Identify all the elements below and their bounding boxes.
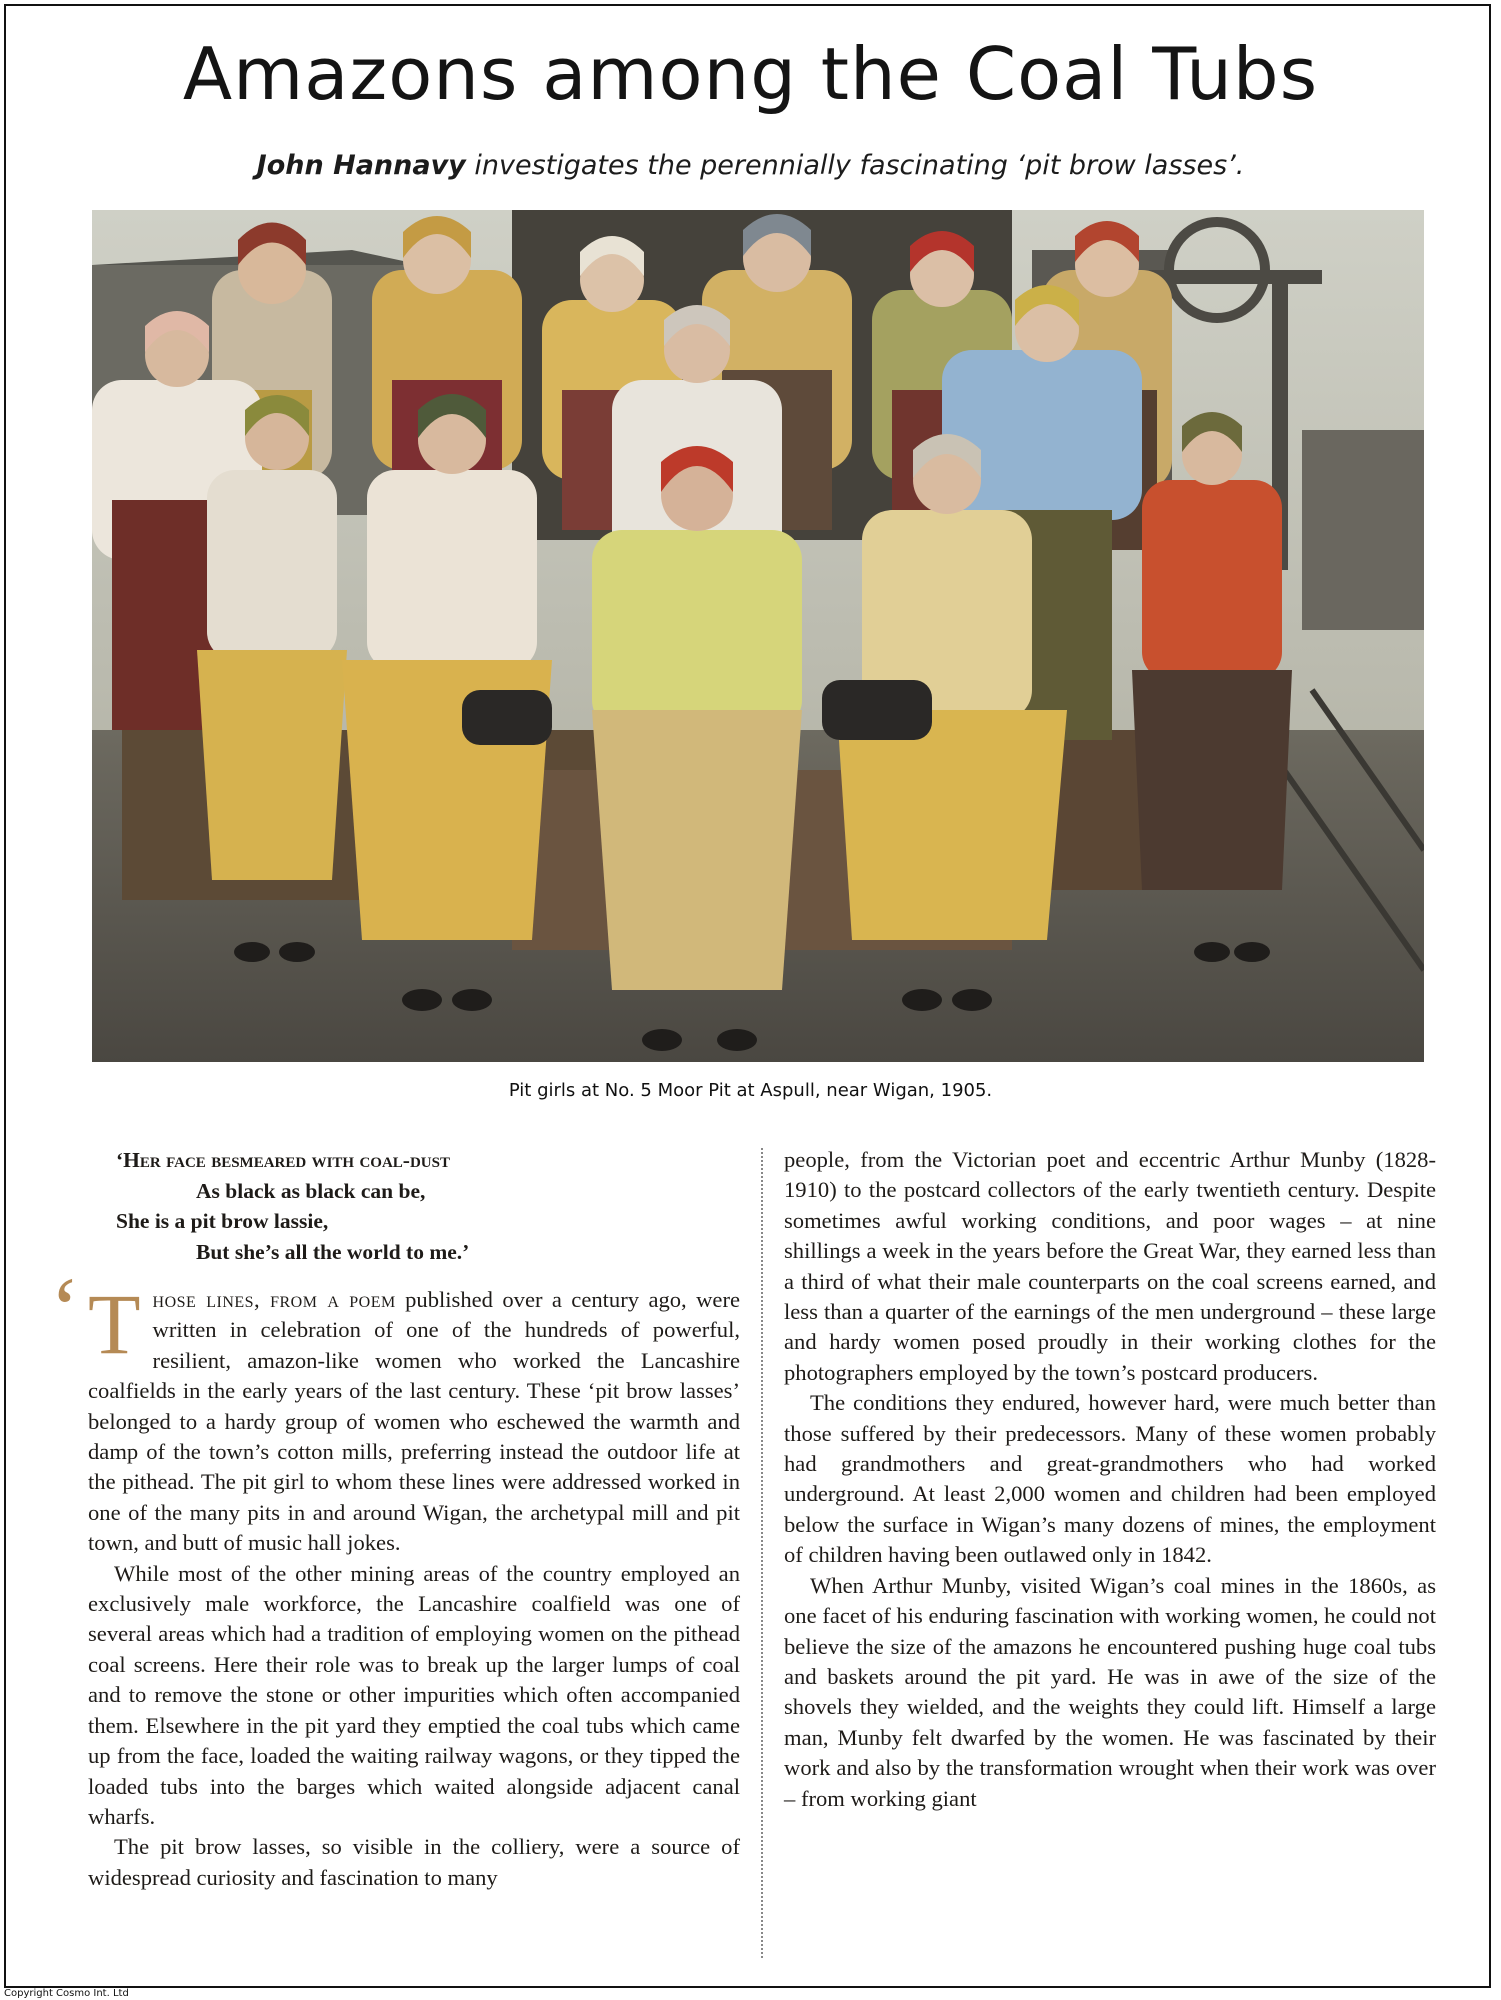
paragraph-text: published over a century ago, were written in celebration of one of the hundreds of powerful, resilient, amazon-like women who worked the Lancashire coalfields in the early years of the last century. These ‘pit brow lasses’ belonged to a hardy group of women who eschewed the warmth and damp of the town’s cotton mills, preferring instead the outdoor life at the pithead. The pit girl to whom these lines were addressed worked in one of the many pits in and around Wigan, the archetypal mill and pit town, and butt of music hall jokes. bbox=[88, 1287, 740, 1556]
verse-line: But she’s all the world to me.’ bbox=[196, 1239, 470, 1264]
verse-line: ‘Her face besmeared with coal-dust bbox=[116, 1148, 450, 1172]
lead-in: hose lines, from a poem bbox=[152, 1287, 396, 1312]
body-paragraph: people, from the Victorian poet and eccentric Arthur Munby (1828-1910) to the postcard collectors of the early twentieth century. Despite sometimes awful working conditions, and poor wages – at nine shillings a week in the years before the Great War, they earned less than a third of what their male counterparts on the coal screens earned, and less than a quarter of the earnings of the men underground – these large and hardy women posed proudly in their working clothes for the photographers employed by the town’s postcard producers. bbox=[784, 1147, 1436, 1385]
body-paragraph bbox=[88, 1276, 740, 1559]
drop-cap: T bbox=[88, 1276, 141, 1372]
standfirst-text: investigates the perennially fascinating ‘pit brow lasses’. bbox=[465, 150, 1245, 181]
body-paragraph: While most of the other mining areas of the country employed an exclusively male workforce, the Lancashire coalfield was one of several areas which had a tradition of employing women on the pithead coal screens. Here their role was to break up the larger lumps of coal and to remove the stone or other impurities which often accompanied them. Elsewhere in the pit yard they emptied the coal tubs which came up from the face, loaded the waiting railway wagons, or they tipped the loaded tubs into the barges which waited alongside adjacent canal wharfs. bbox=[88, 1560, 740, 1829]
copyright-notice: Copyright Cosmo Int. Ltd bbox=[4, 1988, 129, 1999]
body-paragraph: The pit brow lasses, so visible in the colliery, were a source of widespread curiosity and fascination to many bbox=[88, 1834, 740, 1890]
verse-line: She is a pit brow lassie, bbox=[116, 1209, 329, 1233]
article-title: Amazons among the Coal Tubs bbox=[182, 32, 1319, 116]
drop-quote-mark: ‘ bbox=[50, 1260, 80, 1359]
left-column bbox=[88, 1145, 740, 1893]
verse-line: As black as black can be, bbox=[196, 1178, 426, 1203]
author-name: John Hannavy bbox=[256, 150, 466, 181]
photo-caption: Pit girls at No. 5 Moor Pit at Aspull, near Wigan, 1905. bbox=[508, 1080, 993, 1101]
body-paragraph: The conditions they endured, however hard, were much better than those suffered by their predecessors. Many of these women probably had grandmothers and great-grandmothers who had worked underground. At least 2,000 women and children had been employed below the surface in Wigan’s many dozens of mines, the employment of children having been outlawed only in 1842. bbox=[784, 1390, 1436, 1568]
right-column bbox=[784, 1145, 1436, 1814]
body-paragraph: When Arthur Munby, visited Wigan’s coal mines in the 1860s, as one facet of his enduring fascination with working women, he could not believe the size of the amazons he encountered pushing huge coal tubs and baskets around the pit yard. He was in awe of the size of the shovels they wielded, and the weights they could lift. Himself a large man, Munby felt dwarfed by the women. He was fascinated by their work and also by the transformation wrought when their work was over – from working giant bbox=[784, 1572, 1436, 1811]
archive-photograph bbox=[92, 210, 1424, 1062]
poem-verse bbox=[88, 1145, 740, 1267]
column-divider bbox=[761, 1148, 763, 1958]
standfirst bbox=[0, 150, 1501, 181]
